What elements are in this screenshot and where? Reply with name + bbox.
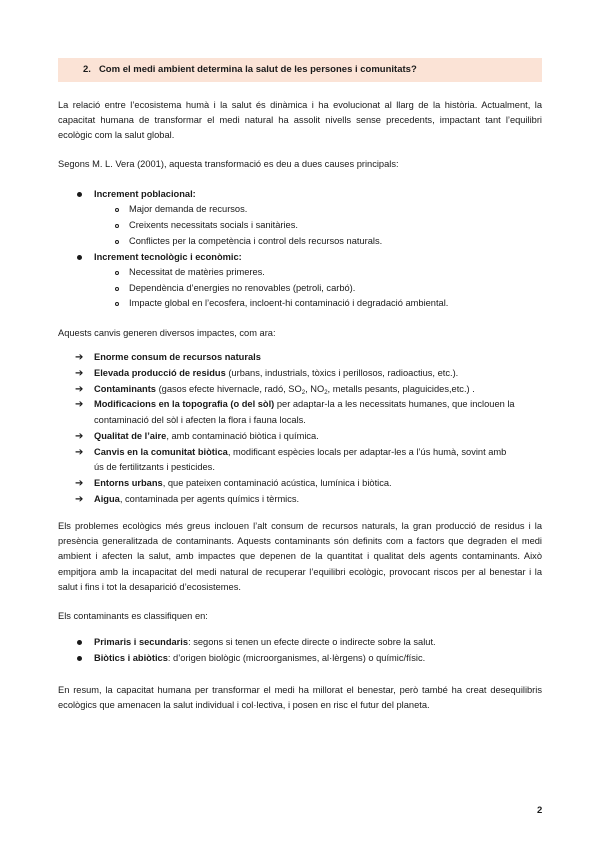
cause-item: Conflictes per la competència i control dels recursos naturals. [129, 236, 383, 246]
class-item: Biòtics i abiòtics: d’origen biològic (microorganismes, al·lèrgens) o químic/físic. [94, 653, 426, 663]
impact-item-continuation: contaminació del sòl i afecten la flora i fauna locals. [94, 415, 306, 425]
arrow-icon: ➔ [75, 368, 84, 379]
impact-item: Contaminants (gasos efecte hivernacle, radó, $SO_2$, $NO_2$, metalls pesants, plaguicides,etc.) . [94, 384, 475, 396]
circle-bullet-icon [115, 224, 119, 228]
arrow-icon: ➔ [75, 494, 84, 505]
cause-item: Major demanda de recursos. [129, 204, 248, 214]
cause-item: Impacte global en l’ecosfera, incloent-hi contaminació i degradació ambiental. [129, 298, 449, 308]
arrow-icon: ➔ [75, 399, 84, 410]
impact-item: Canvis en la comunitat biòtica, modificant espècies locals per adaptar-les a l’ús humà, sovint amb [94, 447, 507, 457]
arrow-icon: ➔ [75, 478, 84, 489]
vera-sentence: Segons M. L. Vera (2001), aquesta transformació es deu a dues causes principals: [58, 159, 399, 169]
problems-paragraph: Els problemes ecològics més greus inclouen l’alt consum de recursos naturals, la gran producció de residus i la presència generalitzada de contaminants. Aquests contaminants són definits com a factors que degraden el medi ambient i afecten la salut, amb impactes que depenen de la quantitat i qualitat dels agents contaminants. Això empitjora amb la incapacitat del medi natural de recuperar l’equilibri ecològic, provocant riscos per al benestar i la salut i fins i tot la desaparició d’ecosistemes. [58, 521, 542, 592]
bullet-icon [77, 255, 82, 260]
circle-bullet-icon [115, 287, 119, 291]
cause-item: Necessitat de matèries primeres. [129, 267, 265, 277]
summary-paragraph: En resum, la capacitat humana per transformar el medi ha millorat el benestar, però també ha creat desequilibris ecològics que amenacen la salut individual i col·lectiva, i posen en risc el futur del planeta. [58, 685, 542, 711]
arrow-icon: ➔ [75, 431, 84, 442]
impact-item: Qualitat de l’aire, amb contaminació biòtica i química. [94, 431, 319, 441]
impact-item: Enorme consum de recursos naturals [94, 352, 261, 362]
bullet-icon [77, 192, 82, 197]
bullet-icon [77, 656, 82, 661]
arrow-icon: ➔ [75, 447, 84, 458]
impacts-intro: Aquests canvis generen diversos impactes, com ara: [58, 328, 276, 338]
class-item: Primaris i secundaris: segons si tenen un efecte directe o indirecte sobre la salut. [94, 637, 436, 647]
impact-item: Aigua, contaminada per agents químics i tèrmics. [94, 494, 300, 504]
circle-bullet-icon [115, 240, 119, 244]
cause-item: Creixents necessitats socials i sanitàries. [129, 220, 298, 230]
impact-item: Elevada producció de residus (urbans, industrials, tòxics i perillosos, radioactius, etc.). [94, 368, 459, 378]
intro-paragraph: La relació entre l’ecosistema humà i la salut és dinàmica i ha evolucionat al llarg de la història. Actualment, la capacitat humana de transformar el medi natural ha assolit nivells sense precedents, impactant tant l’equilibri ecològic com la salut global. [58, 100, 542, 141]
cause-item: Dependència d’energies no renovables (petroli, carbó). [129, 283, 356, 293]
bullet-icon [77, 640, 82, 645]
section-number: 2. [83, 64, 91, 75]
page-number: 2 [537, 805, 543, 816]
impact-item-continuation: ús de fertilitzants i pesticides. [94, 462, 215, 472]
cause-label: Increment tecnològic i econòmic: [94, 252, 242, 262]
arrow-icon: ➔ [75, 384, 84, 395]
impact-item: Modificacions en la topografia (o del sòl) per adaptar-la a les necessitats humanes, que inclouen la [94, 399, 515, 409]
section-title: Com el medi ambient determina la salut de les persones i comunitats? [98, 64, 417, 75]
impact-item: Entorns urbans, que pateixen contaminació acústica, lumínica i biòtica. [94, 478, 392, 488]
cause-label: Increment poblacional: [94, 189, 196, 199]
circle-bullet-icon [115, 302, 119, 306]
arrow-icon: ➔ [75, 352, 84, 363]
classify-intro: Els contaminants es classifiquen en: [58, 611, 208, 621]
section-heading [83, 64, 417, 76]
circle-bullet-icon [115, 271, 119, 275]
circle-bullet-icon [115, 208, 119, 212]
